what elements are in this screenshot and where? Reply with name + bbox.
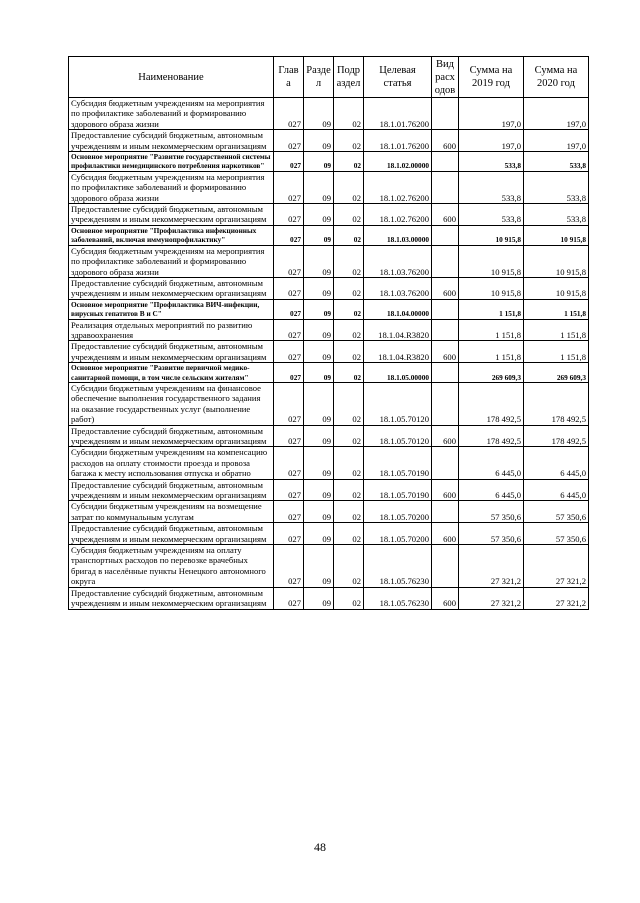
row-glava: 027 <box>274 341 304 363</box>
row-vid <box>432 98 459 130</box>
row-target: 18.1.04.00000 <box>364 299 432 319</box>
row-name: Субсидии бюджетным учреждениям на компенсацию расходов на оплату стоимости проезда и провоза багажа к месту использования отпуска и обратно <box>69 447 274 479</box>
table-row <box>69 587 589 609</box>
row-sum-2019: 1 151,8 <box>459 341 524 363</box>
row-target: 18.1.02.76200 <box>364 171 432 203</box>
row-razdel: 09 <box>304 587 334 609</box>
row-sum-2019: 269 609,3 <box>459 363 524 383</box>
row-vid <box>432 382 459 425</box>
row-target: 18.1.01.76200 <box>364 130 432 152</box>
row-name: Предоставление субсидий бюджетным, автономным учреждениям и иным некоммерческим организациям <box>69 204 274 226</box>
row-name: Субсидия бюджетным учреждениям на оплату транспортных расходов по перевозке врачебных бригад в населённые пункты Ненецкого автономного округа <box>69 545 274 588</box>
row-sum-2020: 6 445,0 <box>524 447 589 479</box>
row-sum-2020: 178 492,5 <box>524 382 589 425</box>
row-razdel: 09 <box>304 130 334 152</box>
table-row <box>69 447 589 479</box>
row-name: Субсидии бюджетным учреждениям на возмещение затрат по коммунальным услугам <box>69 501 274 523</box>
row-glava: 027 <box>274 479 304 501</box>
table-row <box>69 171 589 203</box>
row-vid: 600 <box>432 425 459 447</box>
row-target: 18.1.05.70190 <box>364 479 432 501</box>
row-vid <box>432 152 459 172</box>
row-name: Реализация отдельных мероприятий по развитию здравоохранения <box>69 319 274 341</box>
row-sum-2020: 57 350,6 <box>524 523 589 545</box>
header-vid: Вид расх одов <box>432 57 459 98</box>
row-target: 18.1.05.70190 <box>364 447 432 479</box>
row-podrazdel: 02 <box>334 277 364 299</box>
row-sum-2020: 10 915,8 <box>524 245 589 277</box>
row-name: Предоставление субсидий бюджетным, автономным учреждениям и иным некоммерческим организациям <box>69 277 274 299</box>
row-podrazdel: 02 <box>334 447 364 479</box>
row-podrazdel: 02 <box>334 523 364 545</box>
row-vid: 600 <box>432 479 459 501</box>
table-row <box>69 363 589 383</box>
row-name: Основное мероприятие "Профилактика ВИЧ-инфекции, вирусных гепатитов В и С" <box>69 299 274 319</box>
table-row <box>69 341 589 363</box>
table-row <box>69 319 589 341</box>
row-target: 18.1.05.76230 <box>364 545 432 588</box>
row-sum-2019: 6 445,0 <box>459 447 524 479</box>
row-podrazdel: 02 <box>334 382 364 425</box>
row-name: Предоставление субсидий бюджетным, автономным учреждениям и иным некоммерческим организациям <box>69 587 274 609</box>
row-glava: 027 <box>274 98 304 130</box>
row-razdel: 09 <box>304 171 334 203</box>
row-vid: 600 <box>432 523 459 545</box>
row-target: 18.1.05.76230 <box>364 587 432 609</box>
row-glava: 027 <box>274 382 304 425</box>
table-row <box>69 204 589 226</box>
row-name: Субсидия бюджетным учреждениям на мероприятия по профилактике заболеваний и формированию здорового образа жизни <box>69 245 274 277</box>
table-row <box>69 545 589 588</box>
row-vid <box>432 319 459 341</box>
row-podrazdel: 02 <box>334 425 364 447</box>
row-sum-2020: 269 609,3 <box>524 363 589 383</box>
row-target: 18.1.05.00000 <box>364 363 432 383</box>
row-podrazdel: 02 <box>334 587 364 609</box>
row-glava: 027 <box>274 152 304 172</box>
row-sum-2020: 6 445,0 <box>524 479 589 501</box>
row-glava: 027 <box>274 277 304 299</box>
row-target: 18.1.04.R3820 <box>364 341 432 363</box>
row-podrazdel: 02 <box>334 171 364 203</box>
row-razdel: 09 <box>304 277 334 299</box>
header-target: Целевая статья <box>364 57 432 98</box>
row-sum-2019: 10 915,8 <box>459 245 524 277</box>
row-razdel: 09 <box>304 425 334 447</box>
table-row <box>69 98 589 130</box>
row-name: Субсидия бюджетным учреждениям на мероприятия по профилактике заболеваний и формированию здорового образа жизни <box>69 171 274 203</box>
table-row <box>69 225 589 245</box>
header-podrazdel: Подр аздел <box>334 57 364 98</box>
row-razdel: 09 <box>304 299 334 319</box>
row-glava: 027 <box>274 245 304 277</box>
row-sum-2020: 197,0 <box>524 130 589 152</box>
row-target: 18.1.02.76200 <box>364 204 432 226</box>
row-target: 18.1.03.76200 <box>364 277 432 299</box>
row-target: 18.1.03.76200 <box>364 245 432 277</box>
row-vid <box>432 363 459 383</box>
row-name: Субсидия бюджетным учреждениям на мероприятия по профилактике заболеваний и формированию здорового образа жизни <box>69 98 274 130</box>
row-glava: 027 <box>274 523 304 545</box>
row-sum-2019: 1 151,8 <box>459 319 524 341</box>
row-vid <box>432 545 459 588</box>
row-podrazdel: 02 <box>334 341 364 363</box>
row-sum-2019: 178 492,5 <box>459 382 524 425</box>
table-row <box>69 523 589 545</box>
row-sum-2020: 533,8 <box>524 204 589 226</box>
row-name: Предоставление субсидий бюджетным, автономным учреждениям и иным некоммерческим организациям <box>69 425 274 447</box>
row-podrazdel: 02 <box>334 225 364 245</box>
row-sum-2019: 533,8 <box>459 171 524 203</box>
row-glava: 027 <box>274 545 304 588</box>
row-razdel: 09 <box>304 545 334 588</box>
row-sum-2019: 57 350,6 <box>459 523 524 545</box>
page-number: 48 <box>314 840 326 854</box>
row-target: 18.1.05.70120 <box>364 382 432 425</box>
row-glava: 027 <box>274 299 304 319</box>
row-sum-2020: 1 151,8 <box>524 299 589 319</box>
row-sum-2019: 10 915,8 <box>459 277 524 299</box>
row-razdel: 09 <box>304 225 334 245</box>
row-razdel: 09 <box>304 341 334 363</box>
row-sum-2020: 27 321,2 <box>524 587 589 609</box>
row-razdel: 09 <box>304 204 334 226</box>
row-podrazdel: 02 <box>334 299 364 319</box>
row-sum-2019: 27 321,2 <box>459 587 524 609</box>
row-razdel: 09 <box>304 523 334 545</box>
row-sum-2019: 27 321,2 <box>459 545 524 588</box>
row-sum-2019: 197,0 <box>459 130 524 152</box>
row-sum-2020: 533,8 <box>524 152 589 172</box>
row-vid <box>432 299 459 319</box>
row-glava: 027 <box>274 319 304 341</box>
row-name: Предоставление субсидий бюджетным, автономным учреждениям и иным некоммерческим организациям <box>69 479 274 501</box>
table-row <box>69 425 589 447</box>
row-glava: 027 <box>274 425 304 447</box>
header-sum2019: Сумма на 2019 год <box>459 57 524 98</box>
table-row <box>69 382 589 425</box>
row-podrazdel: 02 <box>334 98 364 130</box>
row-razdel: 09 <box>304 319 334 341</box>
row-name: Основное мероприятие "Развитие государственной системы профилактики немедицинского потребления наркотиков" <box>69 152 274 172</box>
row-target: 18.1.05.70200 <box>364 523 432 545</box>
row-sum-2019: 1 151,8 <box>459 299 524 319</box>
row-vid: 600 <box>432 277 459 299</box>
header-name: Наименование <box>69 57 274 98</box>
row-name: Предоставление субсидий бюджетным, автономным учреждениям и иным некоммерческим организациям <box>69 341 274 363</box>
row-podrazdel: 02 <box>334 501 364 523</box>
row-target: 18.1.01.76200 <box>364 98 432 130</box>
row-podrazdel: 02 <box>334 130 364 152</box>
table-row <box>69 152 589 172</box>
row-name: Основное мероприятие "Профилактика инфекционных заболеваний, включая иммунопрофилактику" <box>69 225 274 245</box>
row-vid <box>432 245 459 277</box>
table-row <box>69 501 589 523</box>
row-glava: 027 <box>274 130 304 152</box>
row-sum-2020: 1 151,8 <box>524 319 589 341</box>
row-razdel: 09 <box>304 447 334 479</box>
row-glava: 027 <box>274 204 304 226</box>
row-podrazdel: 02 <box>334 545 364 588</box>
row-podrazdel: 02 <box>334 245 364 277</box>
row-sum-2020: 10 915,8 <box>524 277 589 299</box>
row-vid <box>432 501 459 523</box>
row-sum-2020: 27 321,2 <box>524 545 589 588</box>
row-podrazdel: 02 <box>334 363 364 383</box>
row-sum-2020: 533,8 <box>524 171 589 203</box>
row-glava: 027 <box>274 587 304 609</box>
row-target: 18.1.02.00000 <box>364 152 432 172</box>
row-sum-2020: 57 350,6 <box>524 501 589 523</box>
row-razdel: 09 <box>304 382 334 425</box>
table-row <box>69 130 589 152</box>
row-vid <box>432 225 459 245</box>
row-name: Субсидии бюджетным учреждениям на финансовое обеспечение выполнения государственного задания на оказание государственных услуг (выполнение работ) <box>69 382 274 425</box>
row-target: 18.1.05.70200 <box>364 501 432 523</box>
row-razdel: 09 <box>304 152 334 172</box>
row-sum-2019: 533,8 <box>459 152 524 172</box>
row-razdel: 09 <box>304 501 334 523</box>
row-sum-2020: 178 492,5 <box>524 425 589 447</box>
row-sum-2019: 6 445,0 <box>459 479 524 501</box>
row-sum-2019: 178 492,5 <box>459 425 524 447</box>
table-row <box>69 479 589 501</box>
row-target: 18.1.05.70120 <box>364 425 432 447</box>
table-header-row <box>69 57 589 98</box>
header-glava: Глав а <box>274 57 304 98</box>
row-name: Основное мероприятие "Развитие первичной медико-санитарной помощи, в том числе сельским жителям" <box>69 363 274 383</box>
row-razdel: 09 <box>304 363 334 383</box>
row-sum-2019: 197,0 <box>459 98 524 130</box>
row-glava: 027 <box>274 225 304 245</box>
row-podrazdel: 02 <box>334 319 364 341</box>
table-row <box>69 299 589 319</box>
row-podrazdel: 02 <box>334 479 364 501</box>
row-glava: 027 <box>274 447 304 479</box>
row-sum-2019: 533,8 <box>459 204 524 226</box>
row-name: Предоставление субсидий бюджетным, автономным учреждениям и иным некоммерческим организациям <box>69 523 274 545</box>
table-row <box>69 277 589 299</box>
row-razdel: 09 <box>304 245 334 277</box>
row-vid: 600 <box>432 587 459 609</box>
budget-table <box>68 56 589 610</box>
row-podrazdel: 02 <box>334 204 364 226</box>
row-glava: 027 <box>274 171 304 203</box>
row-sum-2020: 10 915,8 <box>524 225 589 245</box>
header-razdel: Разде л <box>304 57 334 98</box>
row-razdel: 09 <box>304 479 334 501</box>
row-razdel: 09 <box>304 98 334 130</box>
row-vid <box>432 171 459 203</box>
row-glava: 027 <box>274 501 304 523</box>
row-vid: 600 <box>432 341 459 363</box>
row-vid: 600 <box>432 130 459 152</box>
row-sum-2019: 57 350,6 <box>459 501 524 523</box>
row-sum-2020: 1 151,8 <box>524 341 589 363</box>
row-name: Предоставление субсидий бюджетным, автономным учреждениям и иным некоммерческим организациям <box>69 130 274 152</box>
row-vid <box>432 447 459 479</box>
table-body <box>69 98 589 610</box>
table-row <box>69 245 589 277</box>
row-sum-2019: 10 915,8 <box>459 225 524 245</box>
row-vid: 600 <box>432 204 459 226</box>
row-sum-2020: 197,0 <box>524 98 589 130</box>
row-glava: 027 <box>274 363 304 383</box>
row-target: 18.1.03.00000 <box>364 225 432 245</box>
header-sum2020: Сумма на 2020 год <box>524 57 589 98</box>
row-target: 18.1.04.R3820 <box>364 319 432 341</box>
row-podrazdel: 02 <box>334 152 364 172</box>
